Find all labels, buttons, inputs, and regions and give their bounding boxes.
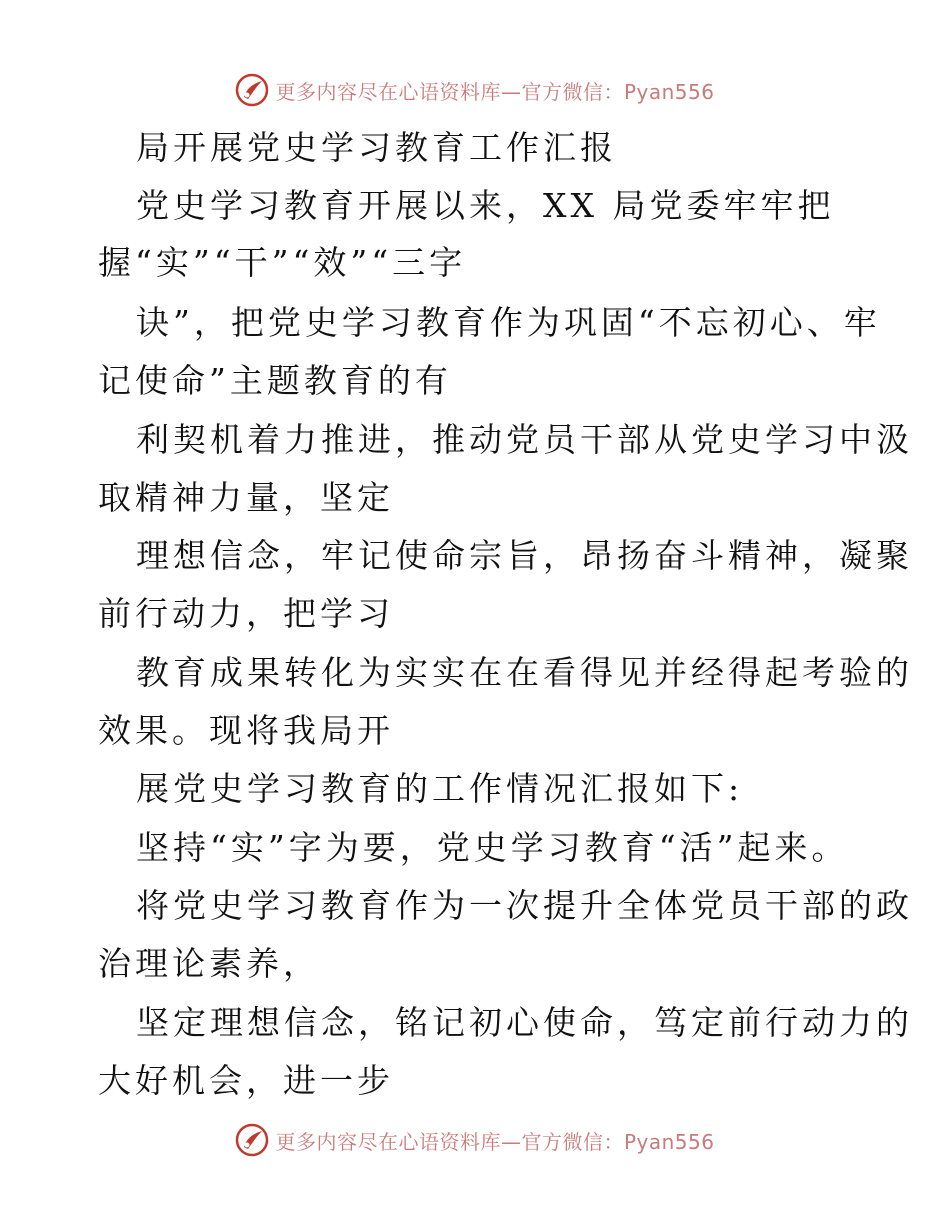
paragraph-line: 前行动力，把学习 [98,594,394,633]
paragraph-line: 坚定理想信念，铭记初心使命，笃定前行动力的 [136,1003,913,1042]
footer-banner [0,1120,950,1160]
paragraph-line: 治理论素养， [98,944,320,983]
paragraph-line: 记使命”主题教育的有 [98,361,452,400]
paragraph-line: 理想信念，牢记使命宗旨，昂扬奋斗精神，凝聚 [136,536,913,575]
paragraph-line: 取精神力量，坚定 [98,478,394,517]
brand-logo-icon [235,73,269,107]
paragraph-line: 大好机会，进一步 [98,1061,394,1100]
paragraph-line: 诀”，把党史学习教育作为巩固“不忘初心、牢 [136,303,881,342]
paragraph-line: 效果。现将我局开 [98,711,394,750]
paragraph-line: 利契机着力推进，推动党员干部从党史学习中汲 [136,420,913,459]
brand-logo-icon [235,1123,269,1157]
paragraph-line: 将党史学习教育作为一次提升全体党员干部的政 [136,886,913,925]
header-banner-text: 更多内容尽在心语资料库—官方微信：Pyan556 [275,79,715,104]
paragraph-line: 党史学习教育开展以来，XX 局党委牢牢把 [136,186,835,225]
section-heading: 坚持“实”字为要，党史学习教育“活”起来。 [136,828,849,867]
document-title: 局开展党史学习教育工作汇报 [136,128,617,167]
footer-banner-text: 更多内容尽在心语资料库—官方微信：Pyan556 [275,1129,715,1154]
paragraph-line: 教育成果转化为实实在在看得见并经得起考验的 [136,653,913,692]
paragraph-line: 展党史学习教育的工作情况汇报如下: [136,769,744,808]
paragraph-line: 握“实”“干”“效”“三字 [98,243,467,282]
header-banner [0,70,950,110]
